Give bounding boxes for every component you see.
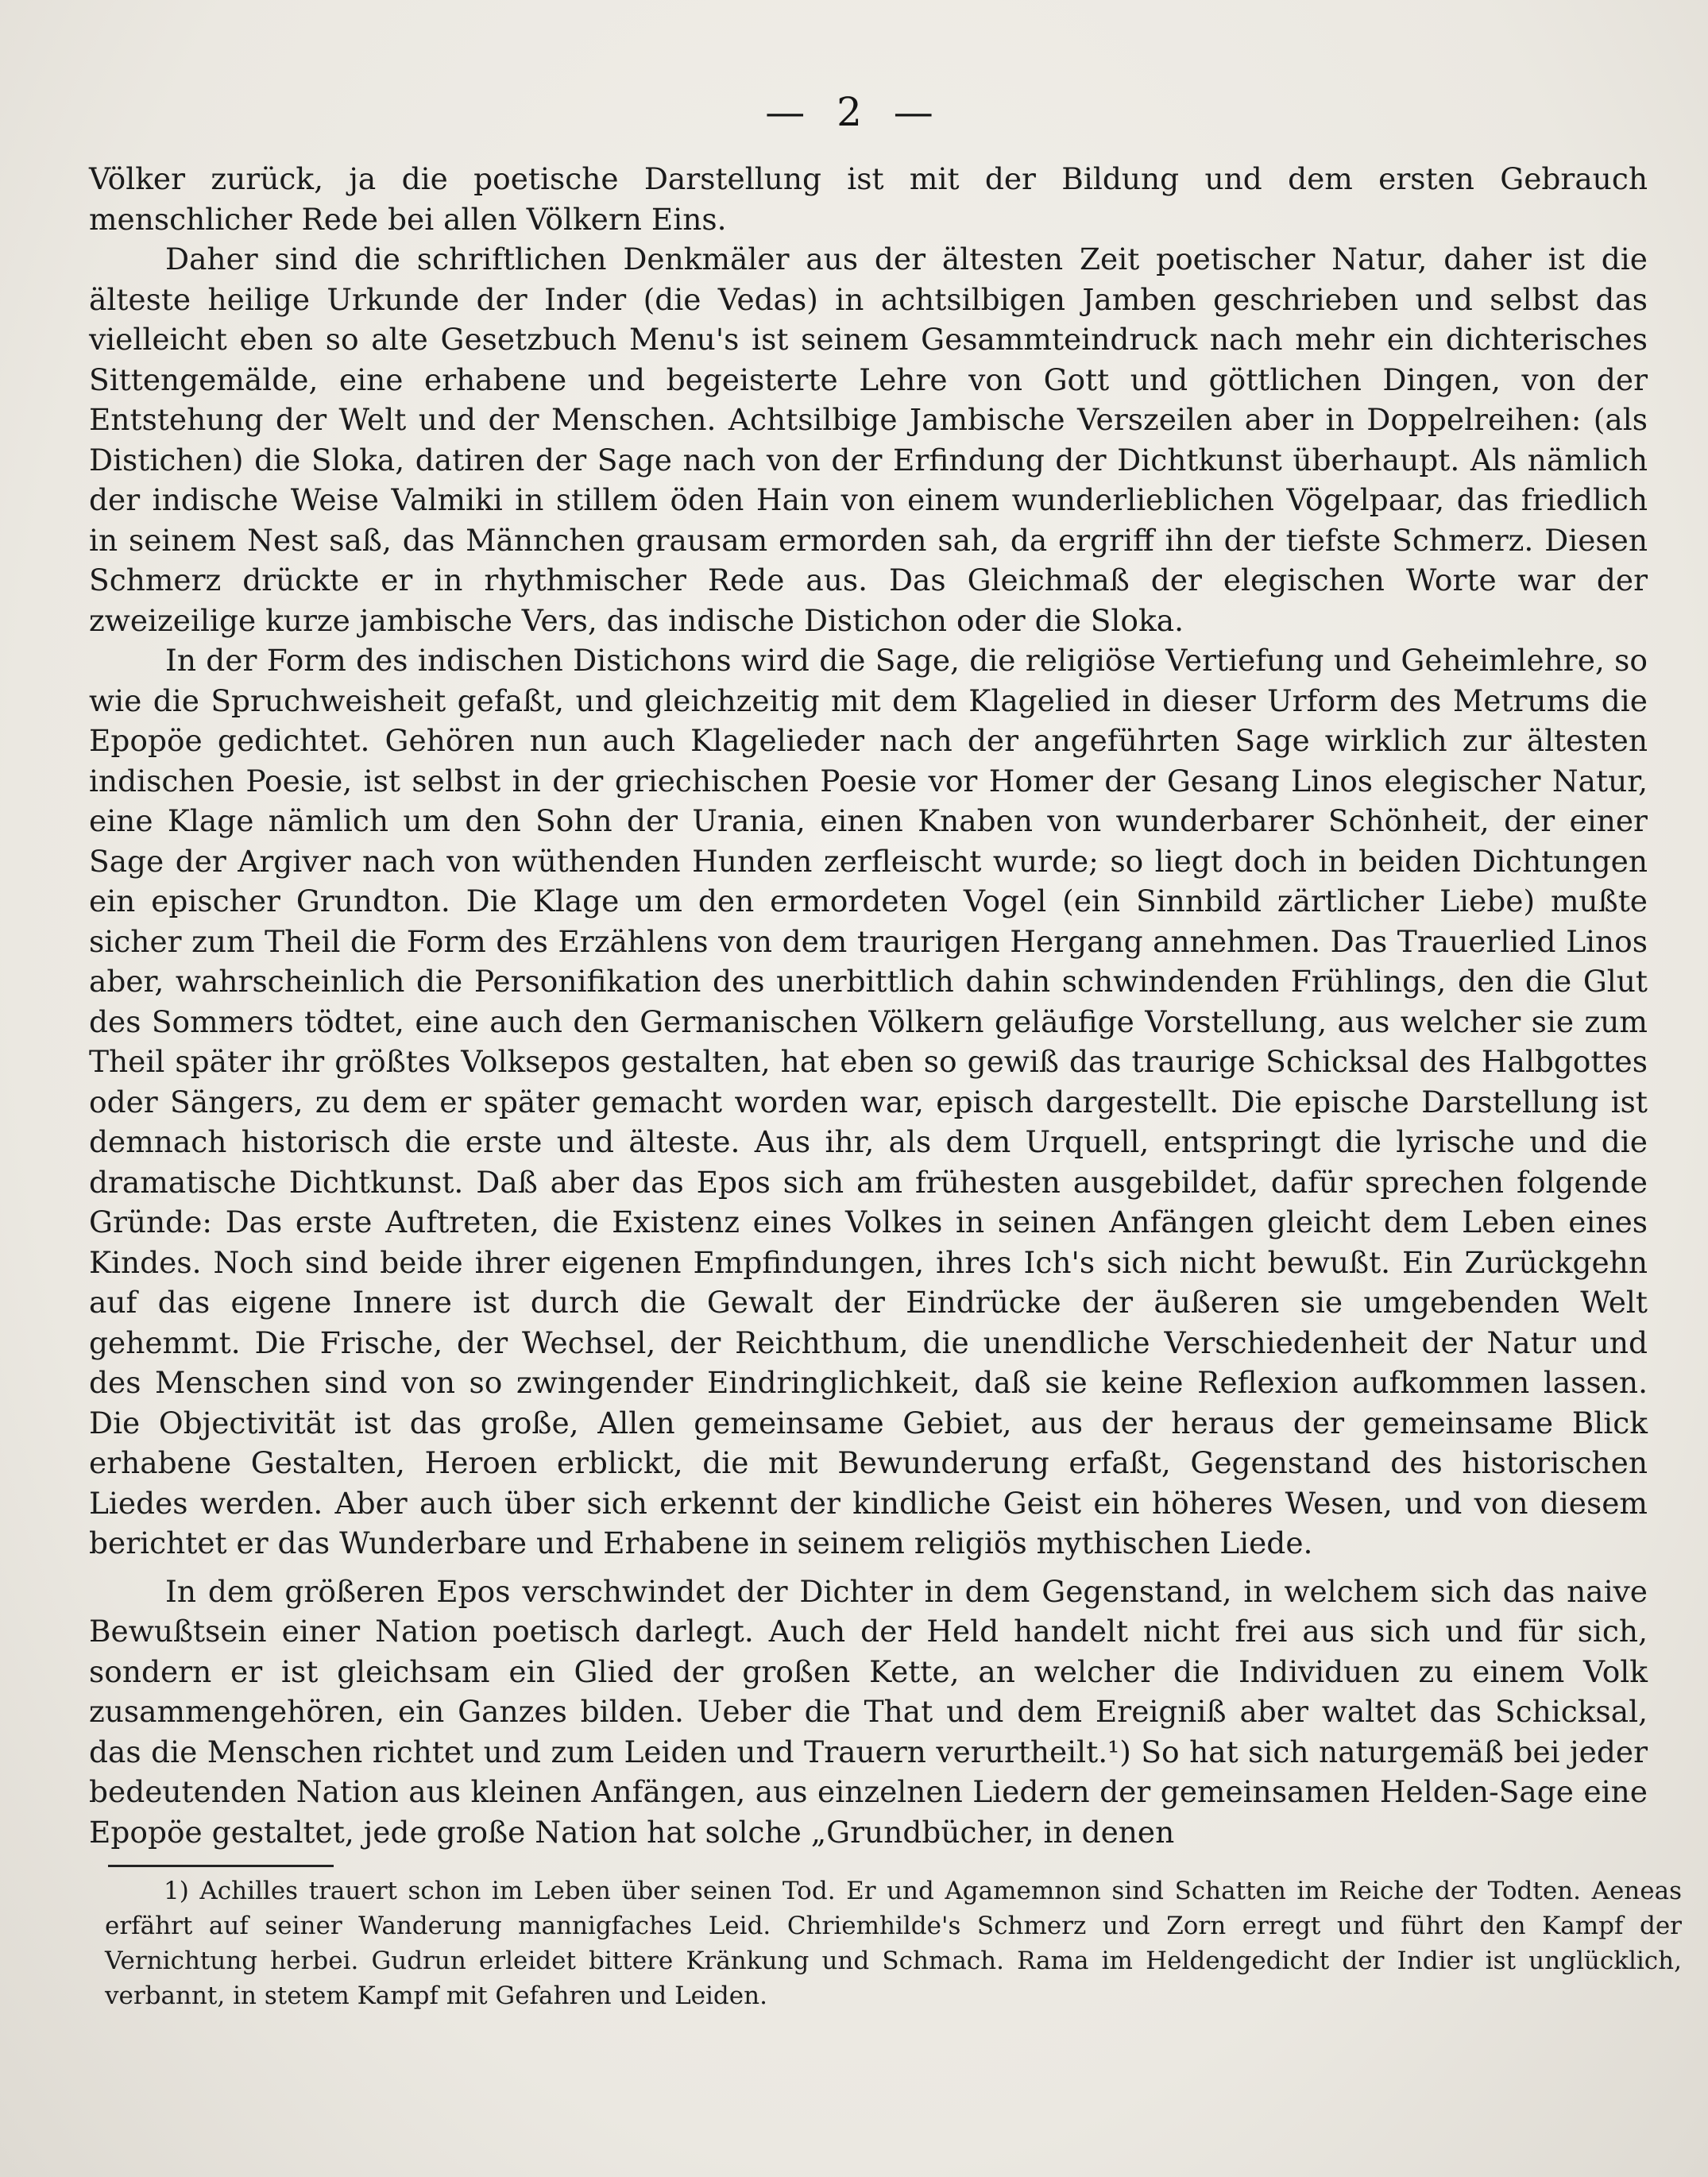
footnote-text: 1) Achilles trauert schon im Leben über seinen Tod. Er und Agamemnon sind Schatten im Reiche der Todten. Aeneas erfährt auf seiner Wanderung mannigfaches Leid. Chriemhilde's Schmerz und Zorn erregt und führt den Kampf der Vernichtung herbei. Gudrun erleidet bittere Kränkung und Schmach. Rama im Heldengedicht der Indier ist unglücklich, verbannt, in stetem Kampf mit Gefahren und Leiden. (105, 1877, 1682, 2010)
footnote-divider (108, 1865, 334, 1867)
paragraph-sloka: Daher sind die schriftlichen Denkmäler aus der ältesten Zeit poetischer Natur, daher ist die älteste heilige Urkunde der Inder (die Vedas) in achtsilbigen Jamben geschrieben und selbst das vielleicht eben so alte Gesetzbuch Menu's ist seinem Gesammteindruck nach mehr ein dichterisches Sittengemälde, eine erhabene und begeisterte Lehre von Gott und göttlichen Dingen, von der Entstehung der Welt und der Menschen. Achtsilbige Jambische Verszeilen aber in Doppelreihen: (als Distichen) die Sloka, datiren der Sage nach von der Erfindung der Dichtkunst überhaupt. Als nämlich der indische Weise Valmiki in stillem öden Hain von einem wunderlieblichen Vögelpaar, das friedlich in seinem Nest saß, das Männchen grausam ermorden sah, da ergriff ihn der tiefste Schmerz. Diesen Schmerz drückte er in rhythmischer Rede aus. Das Gleichmaß der elegischen Worte war der zweizeilige kurze jambische Vers, das indische Distichon oder die Sloka. (89, 242, 1648, 638)
paragraph-great-epos: In dem größeren Epos verschwindet der Dichter in dem Gegenstand, in welchem sich das naive Bewußtsein einer Nation poetisch darlegt. Auch der Held handelt nicht frei aus sich und für sich, sondern er ist gleichsam ein Glied der großen Kette, an welcher die Individuen zu einem Volk zusammengehören, ein Ganzes bilden. Ueber die That und dem Ereigniß aber waltet das Schicksal, das die Menschen richtet und zum Leiden und Trauern verurtheilt.¹) So hat sich naturgemäß bei jeder bedeutenden Nation aus kleinen Anfängen, aus einzelnen Liedern der gemeinsamen Helden-Sage eine Epopöe gestaltet, jede große Nation hat solche „Grundbücher, in denen (89, 1573, 1648, 1850)
page-number: — 2 — (765, 89, 943, 135)
paragraph-continuation: Völker zurück, ja die poetische Darstellung ist mit der Bildung und dem ersten Gebrauch menschlicher Rede bei allen Völkern Eins. (89, 161, 1648, 237)
footnote (105, 1873, 1682, 2013)
paragraph-epic-origin: In der Form des indischen Distichons wird die Sage, die religiöse Vertiefung und Geheimlehre, so wie die Spruchweisheit gefaßt, und gleichzeitig mit dem Klagelied in dieser Urform des Metrums die Epopöe gedichtet. Gehören nun auch Klagelieder nach der angeführten Sage wirklich zur ältesten indischen Poesie, ist selbst in der griechischen Poesie vor Homer der Gesang Linos elegischer Natur, eine Klage nämlich um den Sohn der Urania, einen Knaben von wunderbarer Schönheit, der einer Sage der Argiver nach von wüthenden Hunden zerfleischt wurde; so liegt doch in beiden Dichtungen ein epischer Grundton. Die Klage um den ermordeten Vogel (ein Sinnbild zärtlicher Liebe) mußte sicher zum Theil die Form des Erzählens von dem traurigen Hergang annehmen. Das Trauerlied Linos aber, wahrscheinlich die Personifikation des unerbittlich dahin schwindenden Frühlings, den die Glut des Sommers tödtet, eine auch den Germanischen Völkern geläufige Vorstellung, aus welcher sie zum Theil später ihr größtes Volksepos gestalten, hat eben so gewiß das traurige Schicksal des Halbgottes oder Sängers, zu dem er später gemacht worden war, episch dargestellt. Die epische Darstellung ist demnach historisch die erste und älteste. Aus ihr, als dem Urquell, entspringt die lyrische und die dramatische Dichtkunst. Daß aber das Epos sich am frühesten ausgebildet, dafür sprechen folgende Gründe: Das erste Auftreten, die Existenz eines Volkes in seinen Anfängen gleicht dem Leben eines Kindes. Noch sind beide ihrer eigenen Empfindungen, ihres Ich's sich nicht bewußt. Ein Zurückgehn auf das eigene Innere ist durch die Gewalt der Eindrücke der äußeren sie umgebenden Welt gehemmt. Die Frische, der Wechsel, der Reichthum, die unendliche Verschiedenheit der Natur und des Menschen sind von so zwingender Eindringlichkeit, daß sie keine Reflexion aufkommen lassen. Die Objectivität ist das große, Allen gemeinsame Gebiet, aus der heraus der gemeinsame Blick erhabene Gestalten, Heroen erblickt, die mit Bewunderung erfaßt, Gegenstand des historischen Liedes werden. Aber auch über sich erkennt der kindliche Geist ein höheres Wesen, und von diesem berichtet er das Wunderbare und Erhabene in seinem religiös mythischen Liede. (89, 643, 1648, 1560)
main-text (89, 159, 1648, 1852)
